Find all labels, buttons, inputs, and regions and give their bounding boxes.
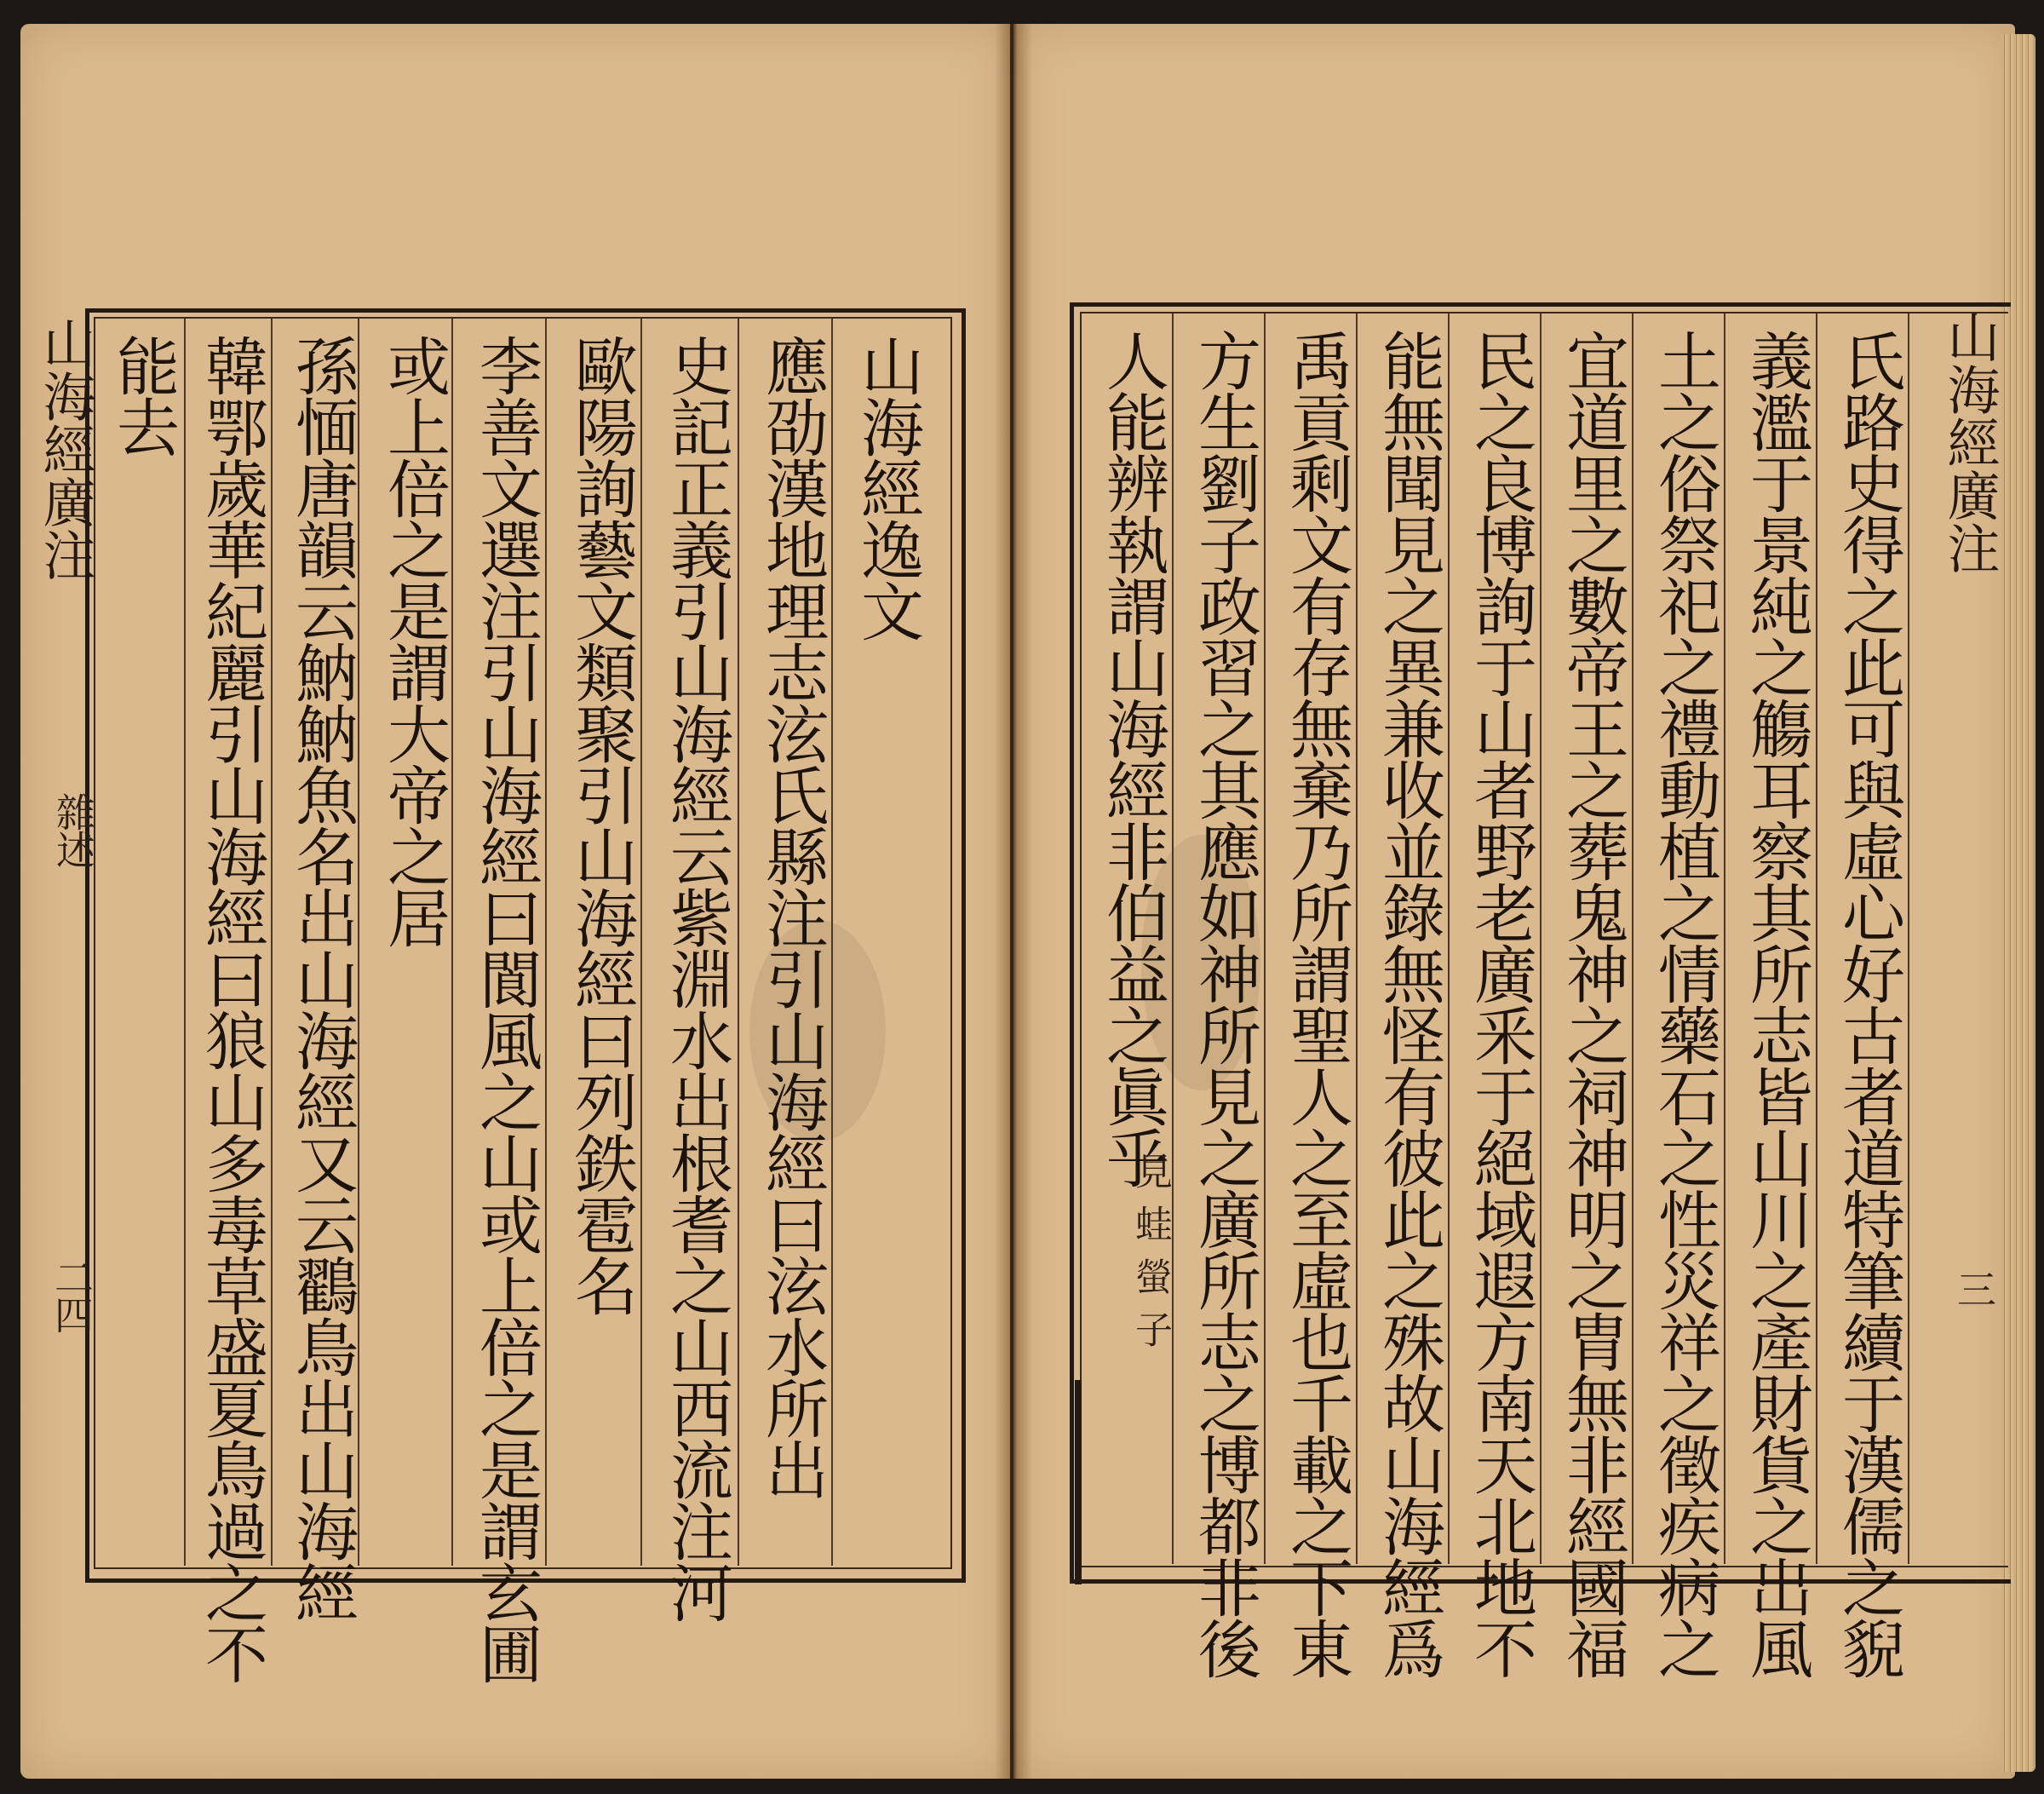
text-column: 歐陽詢藝文類聚引山海經曰列鉄雹名 [565, 334, 638, 1315]
text-column: 李善文選注引山海經曰閬風之山或上倍之是謂玄圃 [469, 334, 543, 1683]
text-column: 能無聞見之異兼收並錄無怪有彼此之殊故山海經爲 [1372, 329, 1445, 1678]
book-gutter [995, 24, 1032, 1779]
text-column: 韓鄂歲華紀麗引山海經曰狼山多毒草盛夏鳥過之不 [195, 334, 268, 1683]
spine-title: 山海經廣注 [34, 317, 96, 581]
author-signature: 見蛙螢子 [1128, 1152, 1172, 1363]
spine-title: 山海經廣注 [1938, 310, 2001, 574]
page-number: 二四 [49, 1257, 95, 1332]
column-rule [184, 319, 186, 1566]
text-column: 禹貢剩文有存無棄乃所謂聖人之至虛也千載之下東 [1280, 329, 1353, 1678]
text-column: 能去 [106, 334, 180, 457]
text-column: 山海經逸文 [851, 334, 924, 641]
text-column: 方生劉子政習之其應如神所見之廣所志之博都非後 [1188, 329, 1261, 1678]
text-column: 宜道里之數帝王之葬鬼神之祠神明之胄無非經國福 [1556, 329, 1629, 1678]
text-column: 義濫于景純之觴耳察其所志皆山川之產財貨之出風 [1740, 329, 1813, 1678]
text-column: 或上倍之是謂大帝之居 [377, 334, 451, 947]
text-column: 孫愐唐韻云魶魶魚名出山海經又云鸐鳥出山海經 [285, 334, 359, 1622]
text-column: 氏路史得之此可與虛心好古者道特筆續于漢儒之貎 [1832, 329, 1905, 1678]
text-column: 土之俗祭祀之禮動植之情藥石之性災祥之徵疾病之 [1648, 329, 1721, 1678]
section-label: 雜述 [50, 792, 96, 867]
text-column: 應劭漢地理志泫氏縣注引山海經曰泫水所出 [755, 334, 829, 1499]
text-column: 史記正義引山海經云紫淵水出根耆之山西流注河 [660, 334, 733, 1622]
text-column: 民之良博詢于山者野老廣釆于絕域遐方南天北地不 [1464, 329, 1537, 1678]
page-number: 三 [1951, 1269, 1997, 1307]
frame-margin-bar [1075, 1380, 1082, 1584]
text-column: 人能辨執謂山海經非伯益之眞乎 [1096, 329, 1169, 1187]
